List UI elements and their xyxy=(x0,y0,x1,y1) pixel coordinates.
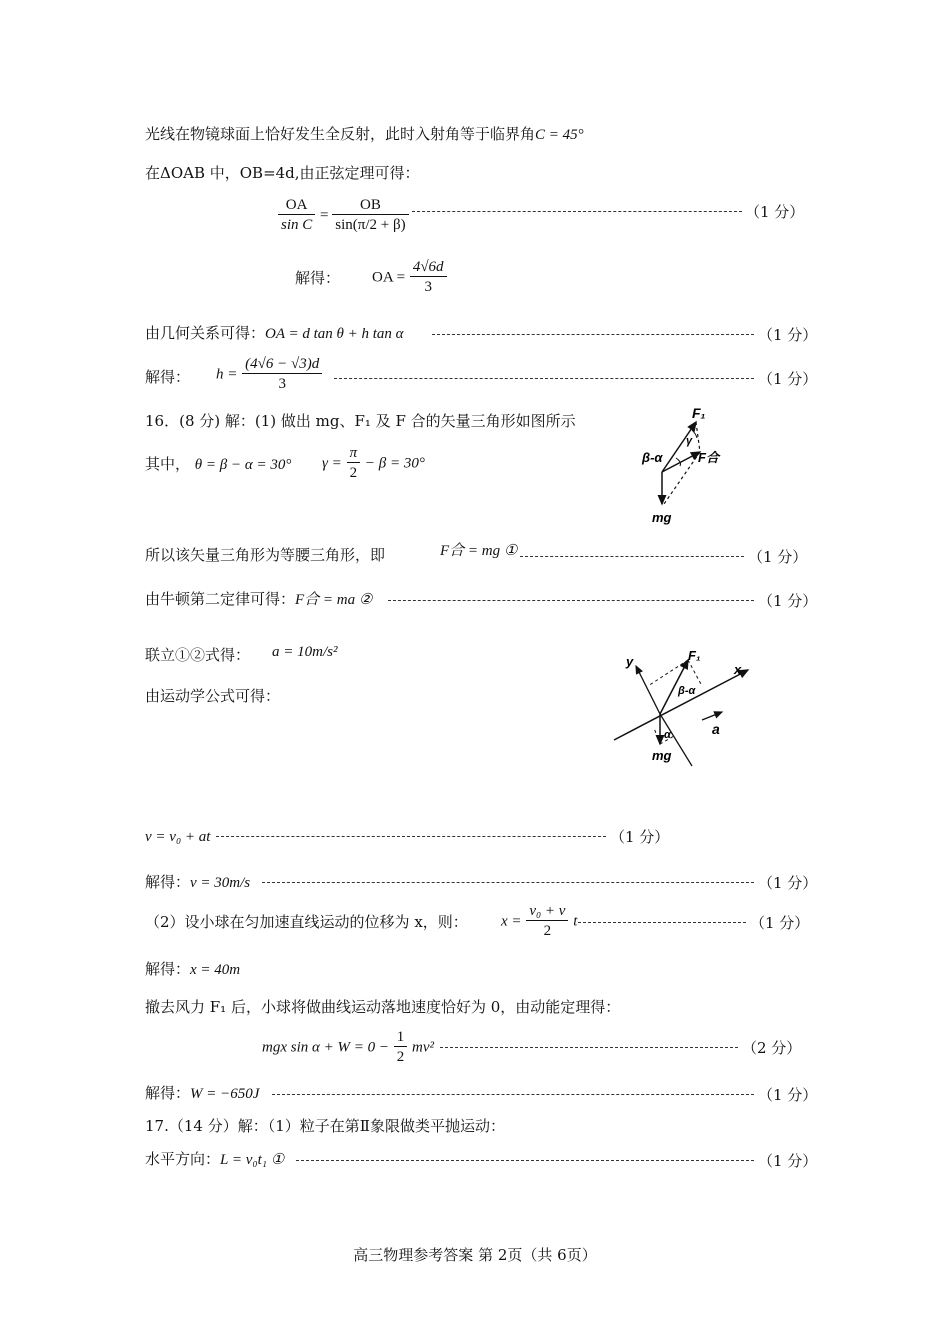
text-work-result: 解得：W = −650J xyxy=(145,1084,260,1102)
dash-leader xyxy=(272,1094,754,1095)
text-horizontal: 水平方向：L = v₀t₁ ① xyxy=(145,1150,285,1168)
text-part2: （2）设小球在匀加速直线运动的位移为 x，则： xyxy=(145,913,468,931)
equation-velocity: v = v₀ + at xyxy=(145,829,211,845)
text-x-result: 解得：x = 40m xyxy=(145,960,241,978)
text-geometry: 由几何关系可得：OA = d tan θ + h tan α xyxy=(145,324,404,342)
equation-fhe-mg: F合 = mg ① xyxy=(440,543,518,559)
text-combine: 联立①②式得： xyxy=(145,646,251,664)
text-kinematic: 由运动学公式可得： xyxy=(145,687,281,705)
a-vector xyxy=(702,712,722,720)
equation-h: h = $\frac{(4√6 - √3)d}{3}$ xyxy=(216,355,322,394)
equation-displacement: x = $\frac{\text{v₀ + v}}{2}$ t xyxy=(501,903,578,939)
x-axis xyxy=(614,670,748,740)
text-solve-oa: 解得： xyxy=(295,269,341,287)
score-label: （1 分） xyxy=(758,370,818,388)
text-triangle-oab: 在ΔOAB 中，OB=4d,由正弦定理可得： xyxy=(145,164,420,182)
score-label: （1 分） xyxy=(610,828,670,846)
label-y: y xyxy=(626,654,634,669)
equation-acceleration: a = 10m/s² xyxy=(272,644,338,660)
label-f1: F₁ xyxy=(692,405,706,421)
dash-leader xyxy=(334,378,754,379)
dash-leader xyxy=(388,600,754,601)
label-mg: mg xyxy=(652,748,672,763)
text-where: 其中， θ = β − α = 30° xyxy=(145,455,292,473)
label-mg: mg xyxy=(652,510,672,525)
dashed-line xyxy=(688,660,702,686)
f1-vector xyxy=(662,422,696,472)
label-f1: F₁ xyxy=(688,648,701,663)
equation-sine-law: $\frac{OA}{\text{sin C}}$ = $\frac{OB}{\sin(\pi/2 + \beta)}$ xyxy=(278,196,409,235)
vector-triangle-figure xyxy=(636,400,736,528)
equation-oa: OA = $\frac{4√6d}{3}$ xyxy=(372,258,447,297)
label-a: a xyxy=(712,721,720,737)
question-16-header: 16．(8 分) 解：(1) 做出 mg、F₁ 及 F 合的矢量三角形如图所示 xyxy=(145,412,576,430)
label-gamma: γ xyxy=(686,435,693,447)
score-label: （2 分） xyxy=(742,1039,802,1057)
score-label: （1 分） xyxy=(748,548,808,566)
label-beta-alpha: β-α xyxy=(642,450,663,465)
text-newton: 由牛顿第二定律可得：F合 = ma ② xyxy=(145,590,373,608)
equation-gamma: γ = $\frac{\pi}{2}$ − β = 30° xyxy=(322,445,425,481)
dash-leader xyxy=(262,882,754,883)
dash-leader xyxy=(216,836,606,837)
question-17-header: 17.（14 分）解：（1）粒子在第Ⅱ象限做类平抛运动： xyxy=(145,1117,505,1135)
dash-leader xyxy=(412,211,742,212)
fhe-vector xyxy=(662,452,700,472)
label-alpha: α xyxy=(664,729,671,741)
score-label: （1 分） xyxy=(758,1086,818,1104)
score-label: （1 分） xyxy=(758,1152,818,1170)
score-label: （1 分） xyxy=(745,203,805,221)
gamma-arc xyxy=(692,430,697,438)
dashed-line xyxy=(654,728,660,744)
y-axis xyxy=(636,666,660,714)
score-label: （1 分） xyxy=(758,326,818,344)
dash-leader xyxy=(432,334,754,335)
text-solve-h: 解得： xyxy=(145,368,191,386)
text-isosceles: 所以该矢量三角形为等腰三角形，即 xyxy=(145,546,386,564)
label-fhe: F合 xyxy=(698,450,719,465)
axes-figure xyxy=(608,640,768,780)
label-x: x xyxy=(734,662,742,677)
dash-leader xyxy=(520,556,744,557)
dash-leader xyxy=(578,922,746,923)
score-label: （1 分） xyxy=(758,874,818,892)
dash-leader xyxy=(296,1160,754,1161)
dash-leader xyxy=(440,1047,738,1048)
text-critical-angle: 光线在物镜球面上恰好发生全反射，此时入射角等于临界角C = 45° xyxy=(145,125,584,143)
score-label: （1 分） xyxy=(750,914,810,932)
text-velocity-result: 解得：v = 30m/s xyxy=(145,873,251,891)
label-beta-alpha: β-α xyxy=(678,685,696,697)
text-remove-wind: 撤去风力 F₁ 后，小球将做曲线运动落地速度恰好为 0，由动能定理得： xyxy=(145,998,621,1016)
score-label: （1 分） xyxy=(758,592,818,610)
page-footer: 高三物理参考答案 第 2页（共 6页） xyxy=(353,1246,597,1264)
equation-energy: mgx sin α + W = 0 − $\frac{1}{2}$ mv² xyxy=(262,1029,435,1065)
